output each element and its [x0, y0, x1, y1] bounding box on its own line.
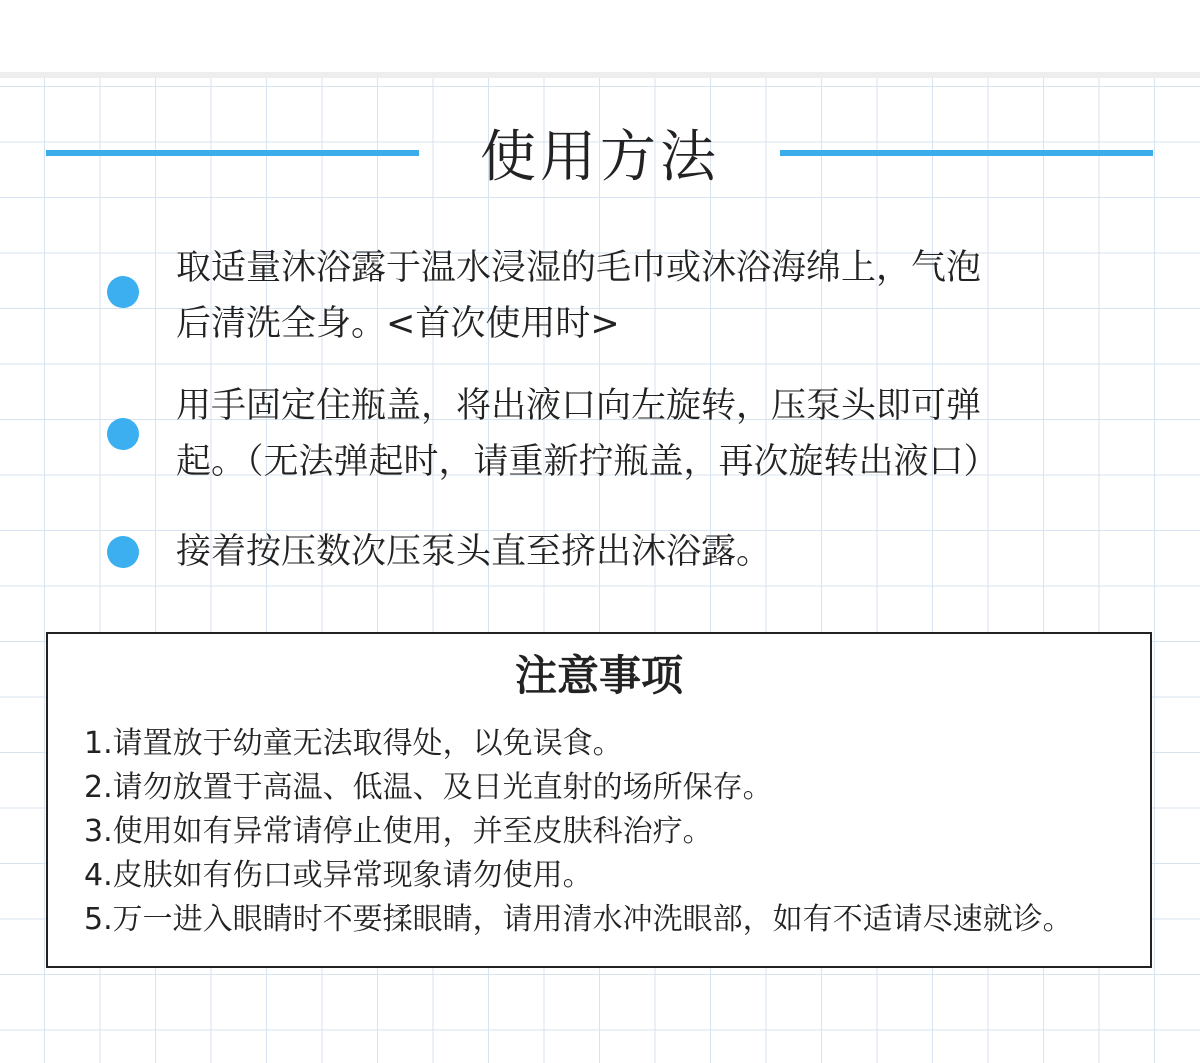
- top-blank-band: [0, 0, 1200, 72]
- section-title: 使用方法: [480, 125, 720, 190]
- bullet-dot-icon: [107, 418, 139, 450]
- notice-box: [46, 632, 1152, 968]
- title-line-right: [780, 150, 1153, 156]
- step-text: 接着按压数次压泵头直至挤出沐浴露。: [176, 532, 772, 572]
- notice-item: 1.请置放于幼童无法取得处，以免误食。: [84, 726, 623, 761]
- bullet-dot-icon: [107, 276, 139, 308]
- step-text: 取适量沐浴露于温水浸湿的毛巾或沐浴海绵上，气泡 后清洗全身。<首次使用时>: [176, 248, 982, 344]
- notice-title: 注意事项: [514, 651, 683, 700]
- notice-item: 3.使用如有异常请停止使用，并至皮肤科治疗。: [84, 814, 713, 849]
- notice-item: 2.请勿放置于高温、低温、及日光直射的场所保存。: [84, 770, 773, 805]
- notice-item: 5.万一进入眼睛时不要揉眼睛，请用清水冲洗眼部，如有不适请尽速就诊。: [84, 902, 1073, 937]
- notice-list: [84, 722, 1073, 942]
- notice-item: 4.皮肤如有伤口或异常现象请勿使用。: [84, 858, 593, 893]
- bullet-dot-icon: [107, 536, 139, 568]
- step-text: 用手固定住瓶盖，将出液口向左旋转，压泵头即可弹 起。（无法弹起时，请重新拧瓶盖，再次旋转出液口）: [176, 386, 999, 482]
- title-line-left: [46, 150, 419, 156]
